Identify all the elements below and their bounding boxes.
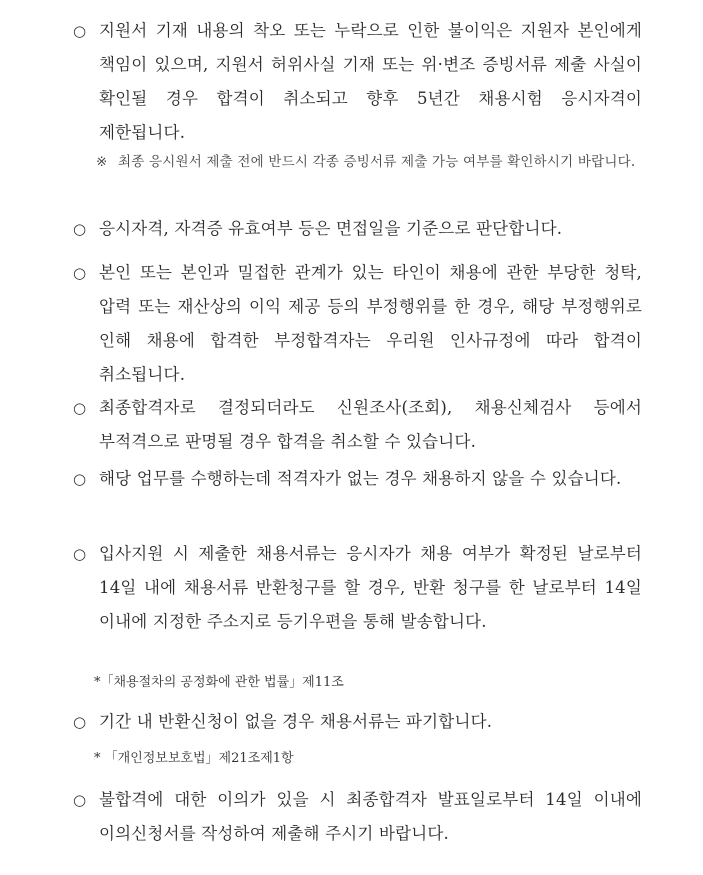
list-item-text: 해당 업무를 수행하는데 적격자가 없는 경우 채용하지 않을 수 있습니다. <box>99 469 622 488</box>
circle-bullet-icon: ○ <box>73 470 87 488</box>
circle-bullet-icon: ○ <box>73 399 87 417</box>
circle-bullet-icon: ○ <box>73 791 87 809</box>
note-text <box>96 149 644 176</box>
list-item-text: 본인 또는 본인과 밀접한 관계가 있는 타인이 채용에 관한 부당한 청탁, 압력 또는 재산상의 이익 제공 등의 부정행위를 한 경우, 해당 부정행위로 인해 채용에 합격한 부정합격자는 우리원 인사규정에 따라 합격이 취소됩니다. <box>99 263 642 384</box>
circle-bullet-icon: ○ <box>73 545 87 563</box>
note-text-content: 최종 응시원서 제출 전에 반드시 각종 증빙서류 제출 가능 여부를 확인하시기 바랍니다. <box>118 154 636 170</box>
legal-reference-text: *「채용절차의 공정화에 관한 법률」제11조 <box>94 675 344 690</box>
list-item-text: 지원서 기재 내용의 착오 또는 누락으로 인한 불이익은 지원자 본인에게 책임이 있으며, 지원서 허위사실 기재 또는 위·변조 증빙서류 제출 사실이 확인될 경우 합격이 취소되고 향후 5년간 채용시험 응시자격이 제한됩니다. <box>99 21 642 142</box>
reference-mark-icon: ※ <box>96 154 108 170</box>
legal-reference-text: * 「개인정보보호법」제21조제1항 <box>94 751 294 766</box>
list-item-text: 최종합격자로 결정되더라도 신원조사(조회), 채용신체검사 등에서 부적격으로 판명될 경우 합격을 취소할 수 있습니다. <box>99 398 642 451</box>
list-item-text: 기간 내 반환신청이 없을 경우 채용서류는 파기합니다. <box>99 712 493 731</box>
list-item-text: 불합격에 대한 이의가 있을 시 최종합격자 발표일로부터 14일 이내에 이의신청서를 작성하여 제출해 주시기 바랍니다. <box>99 790 642 843</box>
list-item-text: 응시자격, 자격증 유효여부 등은 면접일을 기준으로 판단합니다. <box>99 219 563 238</box>
circle-bullet-icon: ○ <box>73 713 87 731</box>
circle-bullet-icon: ○ <box>73 220 87 238</box>
list-item-text: 입사지원 시 제출한 채용서류는 응시자가 채용 여부가 확정된 날로부터 14일 내에 채용서류 반환청구를 할 경우, 반환 청구를 한 날로부터 14일 이내에 지정한 주소지로 등기우편을 통해 발송합니다. <box>99 544 642 631</box>
circle-bullet-icon: ○ <box>73 264 87 282</box>
circle-bullet-icon: ○ <box>73 22 87 40</box>
